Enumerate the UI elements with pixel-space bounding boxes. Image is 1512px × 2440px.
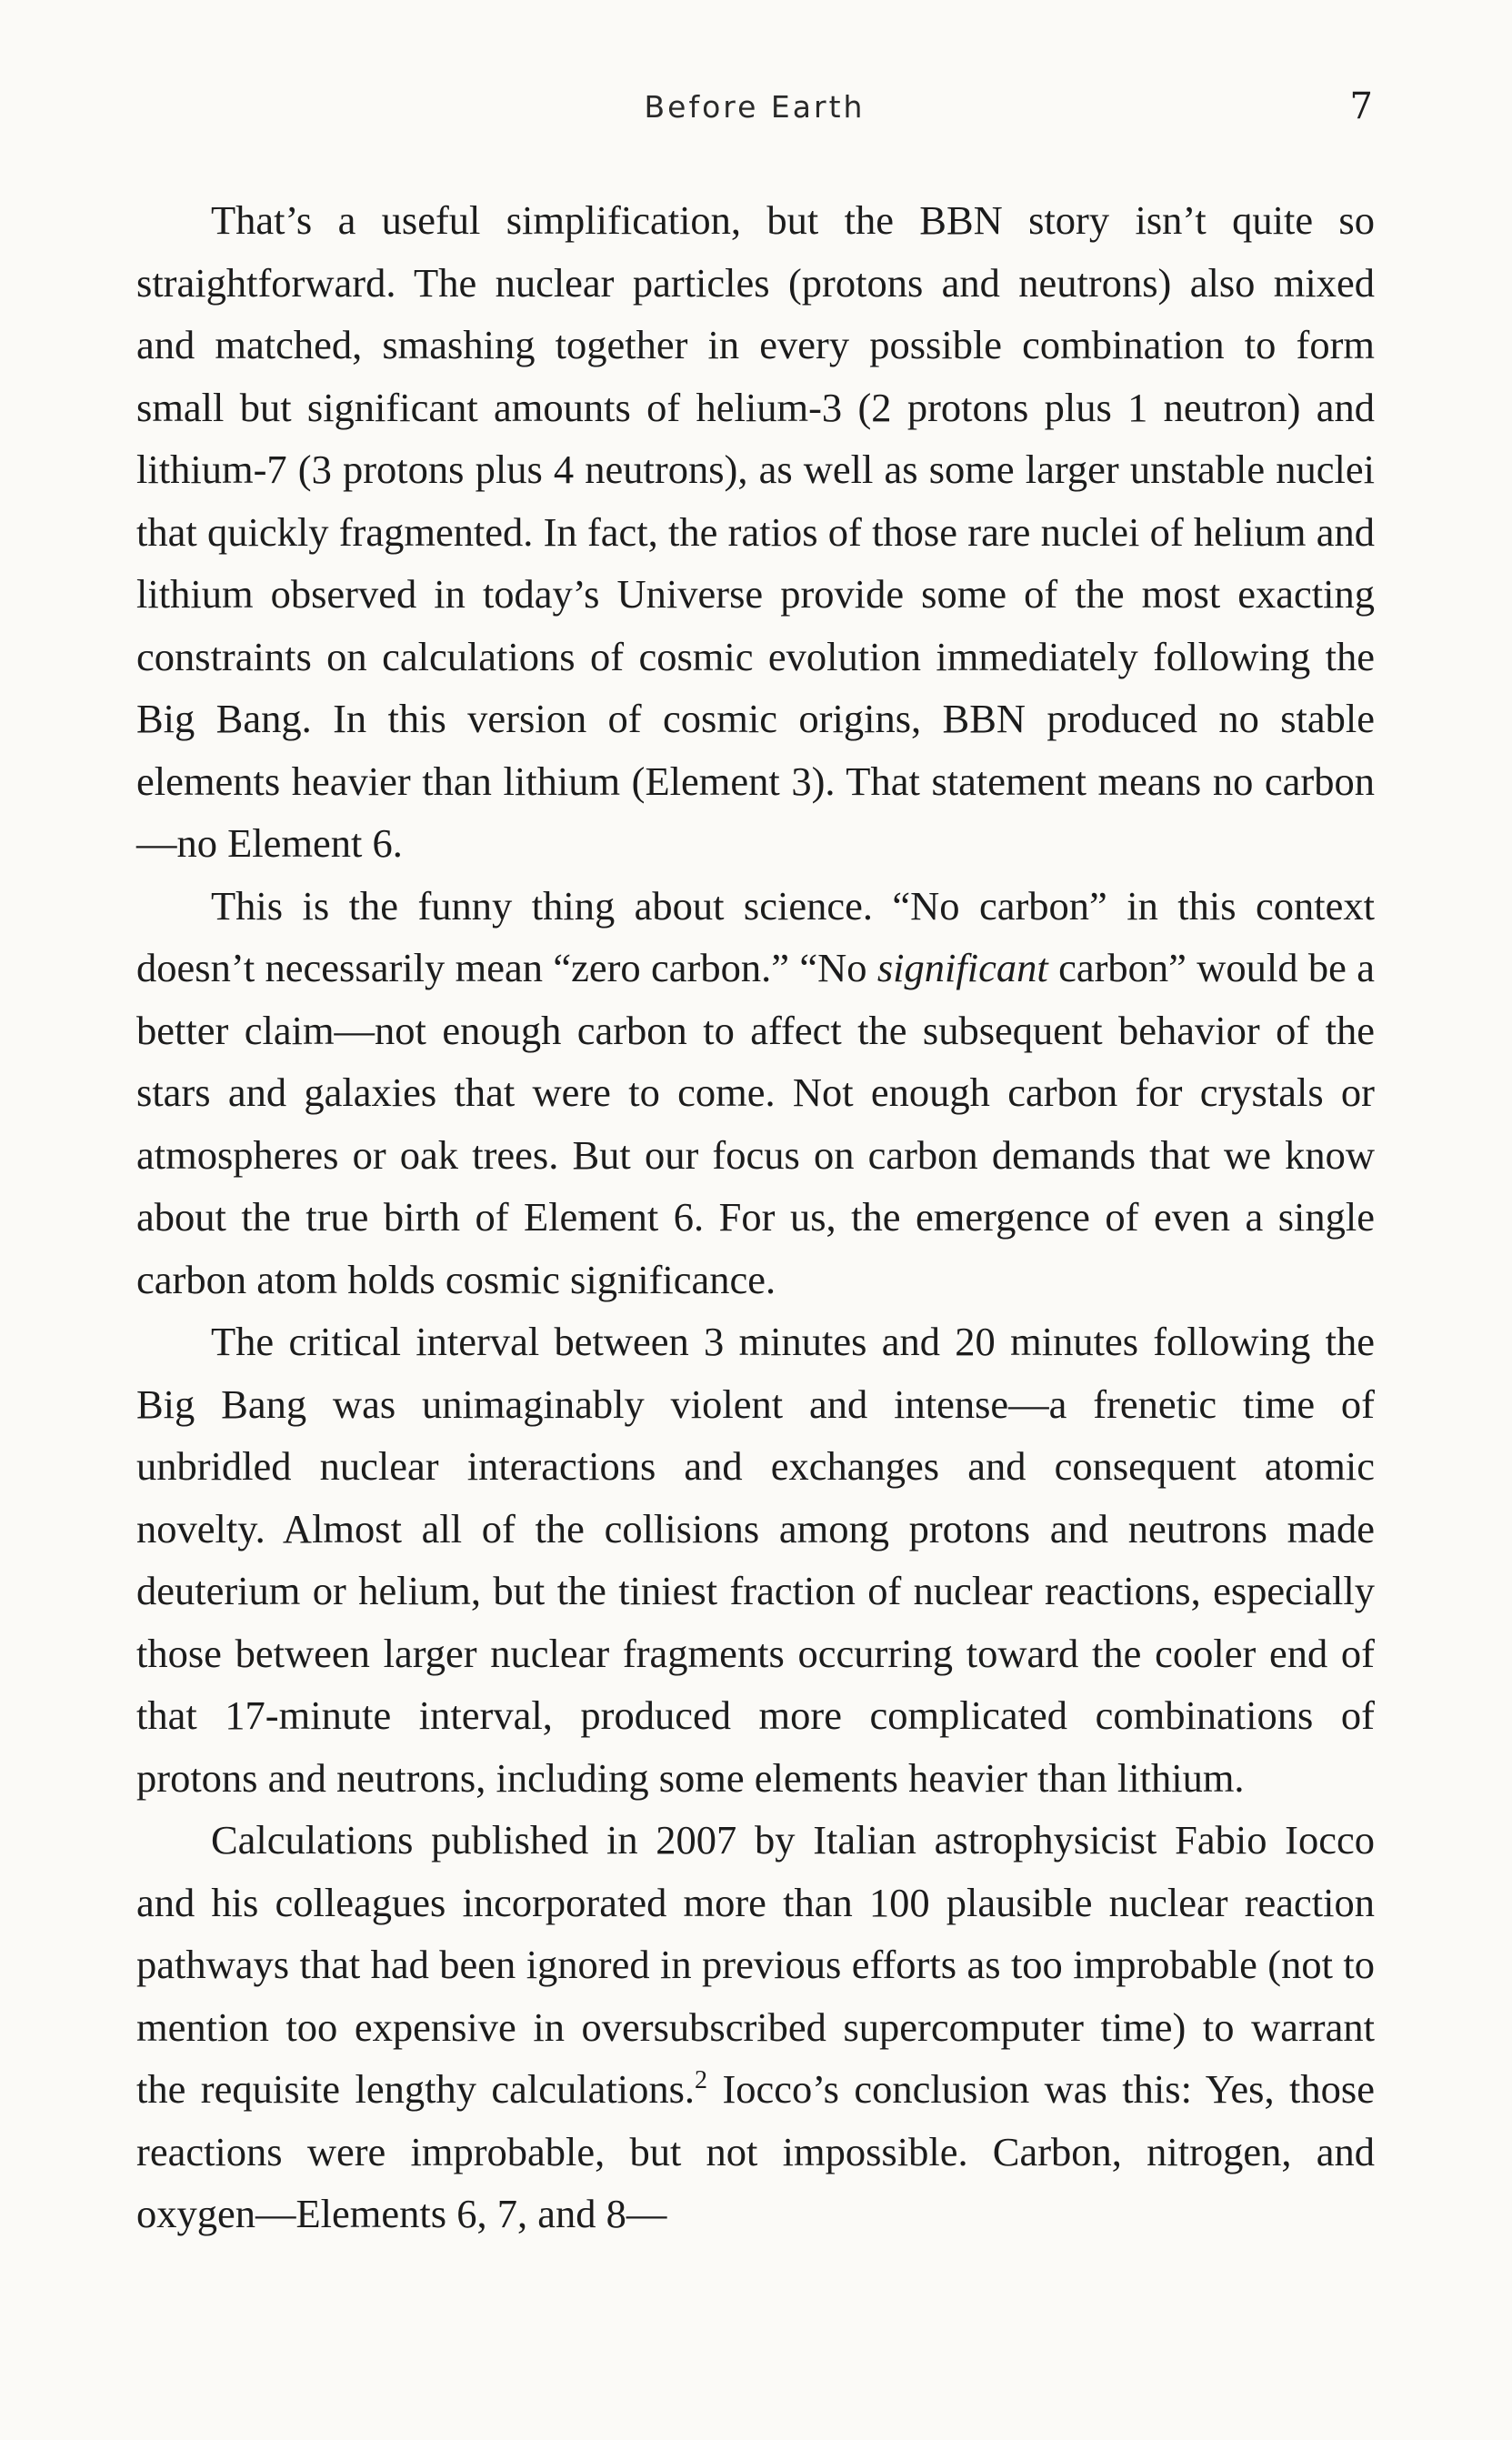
paragraph-2-text-a: This is the funny thing about science. “No carbon” in this context doesn’t necessarily mean “zero carbon.” “No (136, 882, 1375, 990)
paragraph-4 (136, 1809, 1375, 2245)
emphasis-significant: significant (876, 945, 1048, 990)
running-head: Before Earth (644, 89, 866, 125)
footnote-reference: 2 (695, 2066, 708, 2095)
paragraph-4-text-a: Calculations published in 2007 by Italian astrophysicist Fabio Iocco and his colleagues incorporated more than 100 plausible nuclear reaction pathways that had been ignored in previous efforts as too improbable (not to mention too expensive in oversubscribed supercomputer time) to warrant the requisite lengthy calculations. (136, 1817, 1375, 2112)
paragraph-4-text-b: Iocco’s conclusion was this: Yes, those reactions were improbable, but not impossible. Carbon, nitrogen, and oxygen—Elements 6, 7, and 8— (136, 2066, 1375, 2236)
paragraph-2 (136, 875, 1375, 1311)
paragraph-3: The critical interval between 3 minutes and 20 minutes following the Big Bang was unimaginably violent and intense—a frenetic time of unbridled nuclear interactions and exchanges and consequent atomic novelty. Almost all of the collisions among protons and neutrons made deuterium or helium, but the tiniest fraction of nuclear reactions, especially those between larger nuclear fragments occurring toward the cooler end of that 17-minute interval, produced more complicated combinations of protons and neutrons, including some elements heavier than lithium. (136, 1319, 1375, 1801)
page-number: 7 (1349, 85, 1373, 127)
page-header (136, 85, 1373, 144)
body-text (136, 189, 1375, 2245)
paragraph-1: That’s a useful simplification, but the BBN story isn’t quite so straightforward. The nuclear particles (protons and neutrons) also mixed and matched, smashing together in every possible combination to form small but significant amounts of helium-3 (2 protons plus 1 neutron) and lithium-7 (3 protons plus 4 neutrons), as well as some larger unstable nuclei that quickly fragmented. In fact, the ratios of those rare nuclei of helium and lithium observed in today’s Universe provide some of the most exacting constraints on calculations of cosmic evolution immediately following the Big Bang. In this version of cosmic origins, BBN produced no stable elements heavier than lithium (Element 3). That statement means no carbon—no Element 6. (136, 197, 1375, 866)
paragraph-2-text-b: carbon” would be a better claim—not enough carbon to affect the subsequent behavior of the stars and galaxies that were to come. Not enough carbon for crystals or atmospheres or oak trees. But our focus on carbon demands that we know about the true birth of Element 6. For us, the emergence of even a single carbon atom holds cosmic significance. (136, 945, 1375, 1302)
